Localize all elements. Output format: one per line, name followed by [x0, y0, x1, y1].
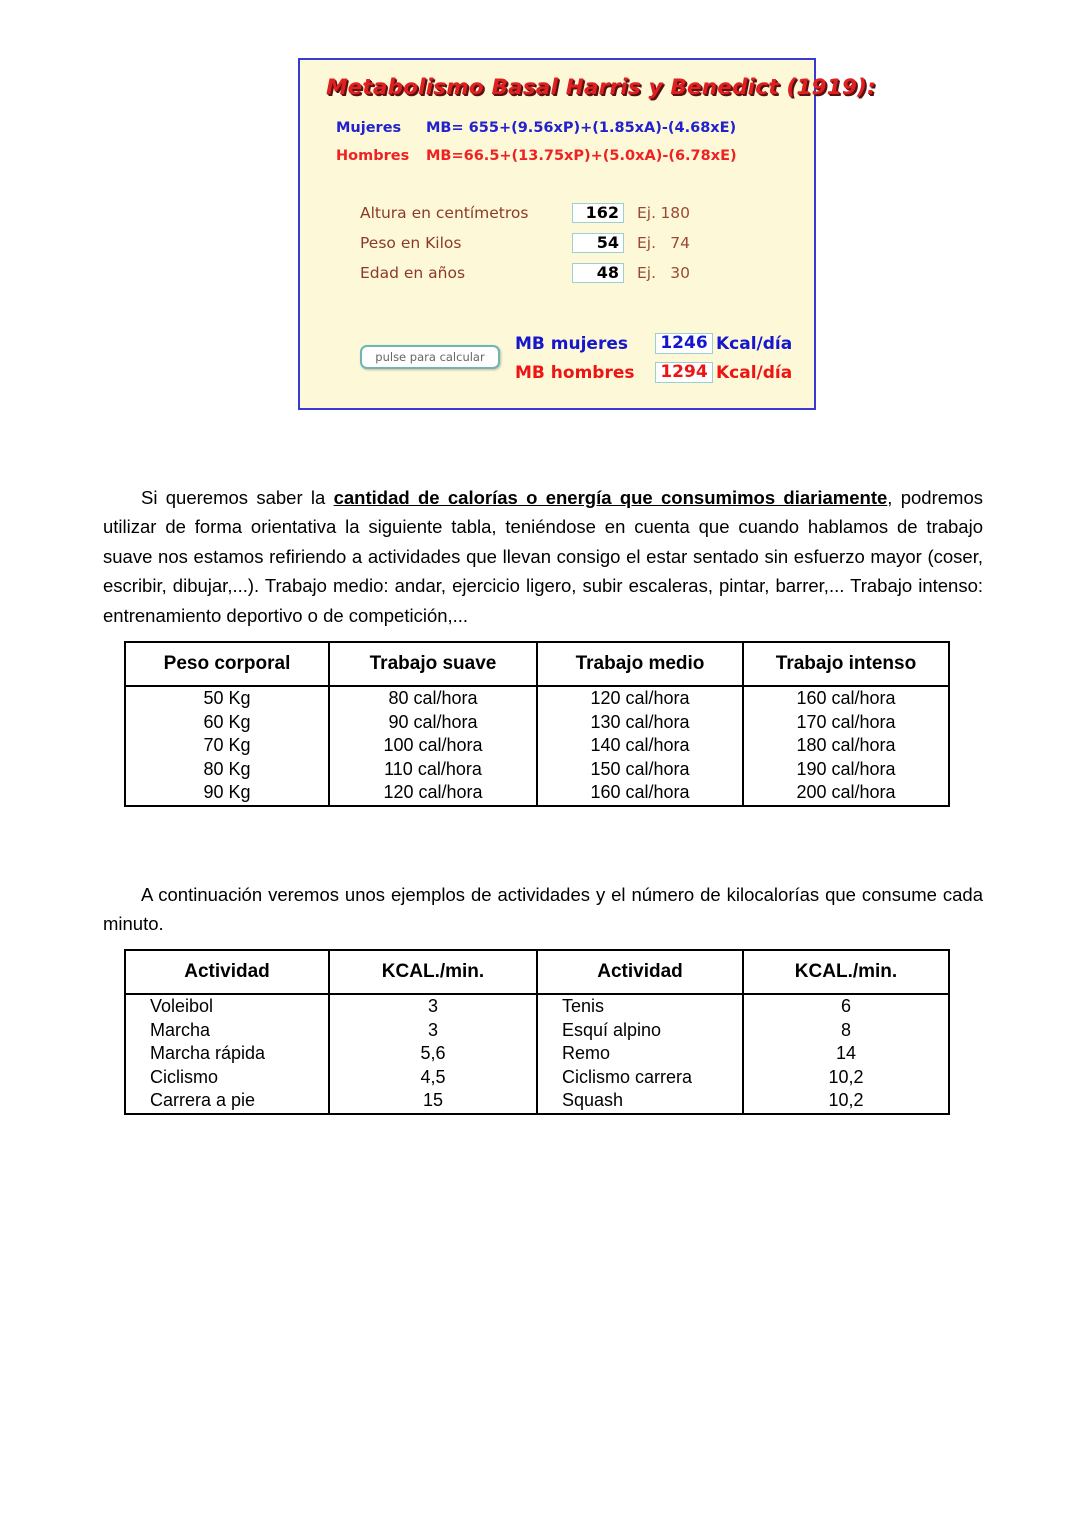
- height-label: Altura en centímetros: [360, 204, 529, 222]
- result-label-women: MB mujeres: [515, 333, 628, 354]
- cell-value: 5,6: [420, 1043, 446, 1064]
- weight-input[interactable]: 54: [572, 233, 624, 253]
- cell-value: 200 cal/hora: [796, 782, 896, 803]
- cell-value: 150 cal/hora: [590, 758, 690, 779]
- result-row-men: [515, 358, 792, 387]
- height-example-prefix: Ej.: [637, 204, 657, 222]
- result-value-women: 1246: [655, 333, 713, 354]
- cell-value: 100 cal/hora: [383, 735, 483, 756]
- cell-value: Tenis: [562, 996, 605, 1016]
- cell-value: Ciclismo: [150, 1066, 219, 1087]
- cell-value: 4,5: [420, 1066, 446, 1087]
- height-example-value: 180: [660, 204, 691, 222]
- calculator-title: Metabolismo Basal Harris y Benedict (1919):: [326, 75, 876, 100]
- cell-value: Ciclismo carrera: [562, 1066, 693, 1087]
- cell-value: Squash: [562, 1090, 624, 1111]
- age-label: Edad en años: [360, 264, 466, 282]
- cell-value: 3: [427, 1019, 438, 1040]
- height-input[interactable]: 162: [572, 203, 624, 223]
- calculator-inputs: [360, 198, 690, 288]
- calculate-button[interactable]: pulse para calcular: [360, 345, 500, 369]
- cell-value: 80 Kg: [203, 758, 251, 779]
- cell-value: Marcha rápida: [150, 1043, 266, 1064]
- cell-value: 6: [840, 996, 851, 1016]
- formula-expression-women: MB= 655+(9.56xP)+(1.85xA)-(4.68xE): [426, 120, 737, 136]
- cell-value: 10,2: [828, 1066, 864, 1087]
- header-trabajo-suave: Trabajo suave: [329, 642, 537, 686]
- column-actividad-right: [537, 994, 743, 1114]
- cell-value: 130 cal/hora: [590, 711, 690, 732]
- age-example-prefix: Ej.: [637, 264, 657, 282]
- result-unit-men: Kcal/día: [716, 362, 793, 383]
- cell-value: 15: [422, 1090, 444, 1111]
- cell-value: 120 cal/hora: [383, 782, 483, 803]
- cell-value: 50 Kg: [203, 688, 251, 708]
- header-actividad-left: Actividad: [125, 950, 329, 994]
- cell-value: 170 cal/hora: [796, 711, 896, 732]
- cell-value: Remo: [562, 1043, 611, 1064]
- column-kcal-min-left: [329, 994, 537, 1114]
- column-trabajo-medio: [537, 686, 743, 806]
- result-unit-women: Kcal/día: [716, 333, 793, 354]
- paragraph-1-emphasis: cantidad de calorías o energía que consumimos diariamente: [333, 486, 888, 508]
- formula-expression-men: MB=66.5+(13.75xP)+(5.0xA)-(6.78xE): [426, 148, 737, 164]
- cell-value: 110 cal/hora: [384, 758, 482, 779]
- formula-row-men: [336, 148, 737, 164]
- weight-example-prefix: Ej.: [637, 234, 657, 252]
- cell-value: Marcha: [150, 1019, 211, 1040]
- cell-value: 160 cal/hora: [590, 782, 690, 803]
- header-kcal-min-right: KCAL./min.: [743, 950, 949, 994]
- cell-value: Voleibol: [150, 996, 214, 1016]
- table-activity-kcal: [124, 949, 950, 1115]
- cell-value: 14: [835, 1043, 857, 1064]
- result-value-men: 1294: [655, 362, 713, 383]
- cell-value: 190 cal/hora: [796, 758, 896, 779]
- age-example-value: 30: [670, 264, 691, 282]
- cell-value: 140 cal/hora: [590, 735, 690, 756]
- weight-label: Peso en Kilos: [360, 234, 462, 252]
- age-input[interactable]: 48: [572, 263, 624, 283]
- cell-value: 10,2: [828, 1090, 864, 1111]
- cell-value: Carrera a pie: [150, 1090, 256, 1111]
- cell-value: 60 Kg: [203, 711, 251, 732]
- paragraph-1-before: Si queremos saber la: [141, 486, 334, 508]
- cell-value: 180 cal/hora: [796, 735, 896, 756]
- formula-row-women: [336, 120, 736, 136]
- paragraph-1-after: , podremos utilizar de forma orientativa la siguiente tabla, teniéndose en cuenta que cuando hablamos de trabajo suave nos estamos refiriendo a actividades que llevan consigo el estar sentado sin esfuerzo mayor (coser, escribir, dibujar,...). Trabajo medio: andar, ejercicio ligero, subir escaleras, pintar, barrer,... Trabajo intenso: entrenamiento deportivo o de competición,...: [103, 486, 983, 626]
- column-peso-corporal: [125, 686, 329, 806]
- calculator-results: [515, 329, 792, 387]
- basal-metabolism-calculator: [298, 58, 876, 410]
- table-activity-kcal-body-row: [125, 994, 949, 1114]
- paragraph-2-text: A continuación veremos unos ejemplos de actividades y el número de kilocalorías que consume cada minuto.: [103, 883, 983, 934]
- input-row-height: [360, 198, 690, 228]
- cell-value: 160 cal/hora: [796, 688, 896, 708]
- header-peso-corporal: Peso corporal: [125, 642, 329, 686]
- input-row-age: [360, 258, 690, 288]
- cell-value: 8: [840, 1019, 851, 1040]
- result-label-men: MB hombres: [515, 362, 635, 383]
- paragraph-activity-intro: [103, 880, 983, 939]
- formula-label-men: Hombres: [336, 148, 410, 164]
- height-example: [637, 204, 690, 222]
- table-work-calories: [124, 641, 950, 807]
- cell-value: 3: [427, 996, 438, 1016]
- input-row-weight: [360, 228, 690, 258]
- cell-value: 80 cal/hora: [388, 688, 478, 708]
- column-trabajo-suave: [329, 686, 537, 806]
- header-trabajo-medio: Trabajo medio: [537, 642, 743, 686]
- column-kcal-min-right: [743, 994, 949, 1114]
- age-example: [637, 264, 690, 282]
- table-work-calories-body-row: [125, 686, 949, 806]
- column-trabajo-intenso: [743, 686, 949, 806]
- table-work-calories-header-row: [125, 642, 949, 686]
- formula-label-women: Mujeres: [336, 120, 402, 136]
- cell-value: 120 cal/hora: [590, 688, 690, 708]
- cell-value: 90 Kg: [203, 782, 251, 803]
- weight-example-value: 74: [670, 234, 691, 252]
- cell-value: 70 Kg: [203, 735, 251, 756]
- cell-value: Esquí alpino: [562, 1019, 662, 1040]
- table-activity-kcal-header-row: [125, 950, 949, 994]
- column-actividad-left: [125, 994, 329, 1114]
- paragraph-daily-calories: [103, 483, 983, 631]
- weight-example: [637, 234, 690, 252]
- result-row-women: [515, 329, 792, 358]
- header-trabajo-intenso: Trabajo intenso: [743, 642, 949, 686]
- header-actividad-right: Actividad: [537, 950, 743, 994]
- cell-value: 90 cal/hora: [388, 711, 478, 732]
- header-kcal-min-left: KCAL./min.: [329, 950, 537, 994]
